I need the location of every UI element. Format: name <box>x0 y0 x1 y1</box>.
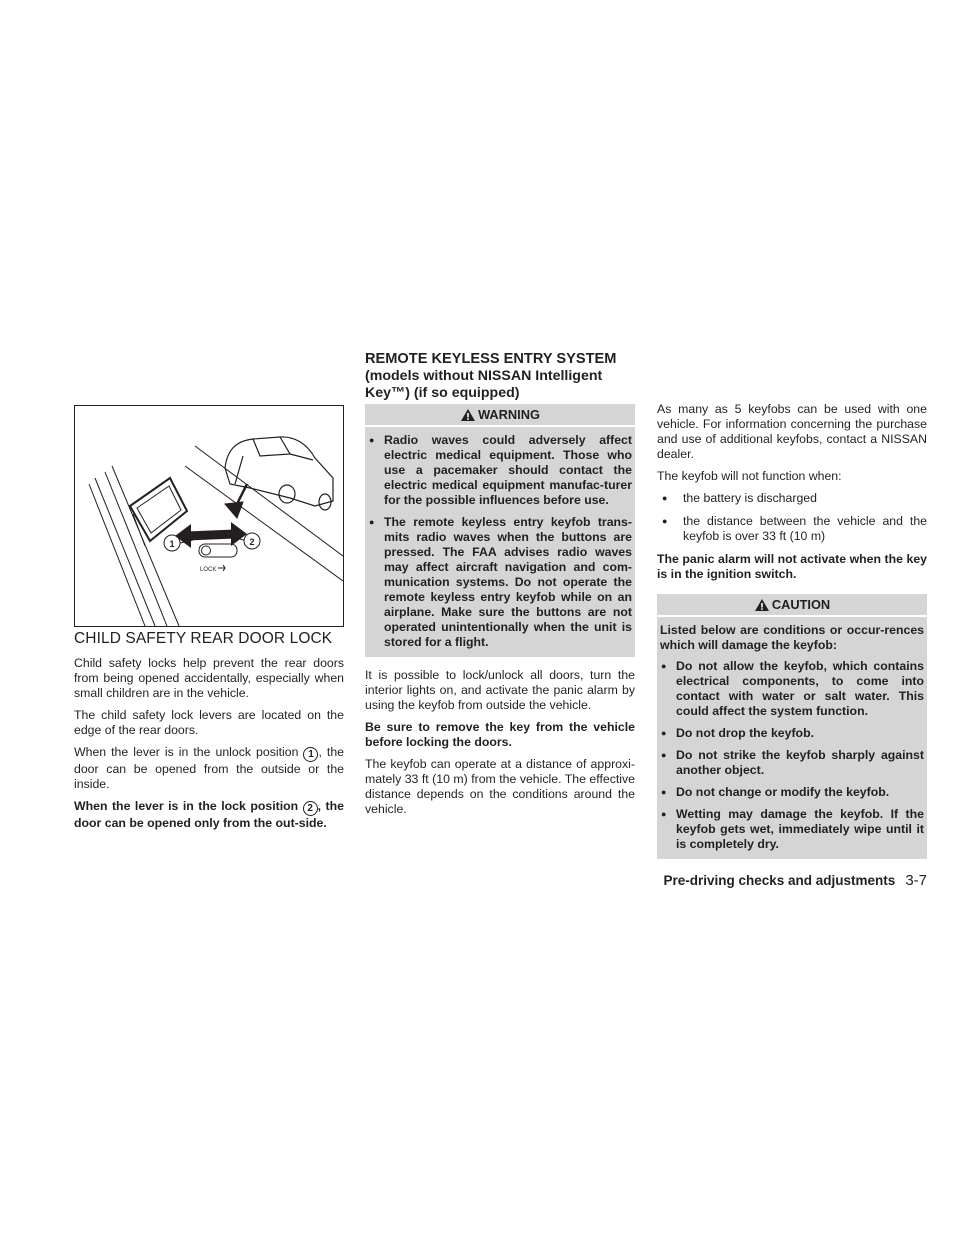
page-number: 3-7 <box>905 872 927 889</box>
footer-section: Pre-driving checks and adjustments <box>663 873 896 888</box>
keyfob-conditions-list <box>657 491 927 544</box>
page-footer <box>560 872 927 889</box>
paragraph: When the lever is in the unlock position 1 , the door can be opened from the outside or the inside. <box>74 745 344 791</box>
callout-2-label: 2 <box>249 537 255 547</box>
column-3 <box>657 402 927 870</box>
column-2 <box>365 404 635 824</box>
list-item: ● Do not drop the keyfob. <box>660 726 924 741</box>
caution-title: CAUTION <box>771 597 831 612</box>
list-item: ● Do not change or modify the keyfob. <box>660 785 924 800</box>
warning-list <box>368 433 632 650</box>
circled-number-1: 1 <box>303 747 318 762</box>
warning-triangle-icon <box>460 408 476 422</box>
list-item: ● Do not strike the keyfob sharply against another object. <box>660 748 924 778</box>
caution-list <box>660 659 924 852</box>
paragraph: The child safety lock levers are located on the edge of the rear doors. <box>74 708 344 737</box>
child-lock-illustration <box>74 405 344 627</box>
paragraph: When the lever is in the lock position 2 , the door can be opened only from the out-side. <box>74 799 344 830</box>
caution-box <box>657 594 927 859</box>
paragraph: It is possible to lock/unlock all doors, turn the interior lights on, and activate the panic alarm by using the keyfob from outside the vehicle. <box>365 668 635 712</box>
circled-number-2: 2 <box>303 801 318 816</box>
warning-title: WARNING <box>478 407 540 422</box>
list-item: ● Wetting may damage the keyfob. If the keyfob gets wet, immediately wipe until it is completely dry. <box>660 807 924 852</box>
warning-box <box>365 404 635 657</box>
paragraph: As many as 5 keyfobs can be used with one vehicle. For information concerning the purchase and use of additional keyfobs, contact a NISSAN dealer. <box>657 402 927 461</box>
list-item: ● Do not allow the keyfob, which contains electrical components, to come into contact with water or salt water. This could affect the system function. <box>660 659 924 719</box>
paragraph: The keyfob can operate at a distance of approxi-mately 33 ft (10 m) from the vehicle. The effective distance depends on the conditions around the vehicle. <box>365 757 635 816</box>
list-item: ● the distance between the vehicle and the keyfob is over 33 ft (10 m) <box>657 514 927 544</box>
warning-triangle-icon <box>754 598 770 612</box>
column-1 <box>74 656 344 838</box>
callout-1-label: 1 <box>169 539 175 549</box>
paragraph: Child safety locks help prevent the rear doors from being opened accidentally, especially when small children are in the vehicle. <box>74 656 344 700</box>
paragraph: The panic alarm will not activate when the key is in the ignition switch. <box>657 552 927 581</box>
paragraph: Be sure to remove the key from the vehicle before locking the doors. <box>365 720 635 749</box>
list-item: ● Radio waves could adversely affect electric medical equipment. Those who use a pacemaker should contact the electric medical equipment manufac-turer for the possible influences before use. <box>368 433 632 508</box>
car-icon <box>225 437 333 510</box>
list-item: ● The remote keyless entry keyfob trans-mits radio waves when the buttons are pressed. The FAA advises radio waves may affect aircraft navigation and com-munication systems. Do not operate the remote keyless entry keyfob while on an airplane. Make sure the buttons are not operated unintentionally when the unit is stored for a flight. <box>368 515 632 650</box>
remote-keyless-title: REMOTE KEYLESS ENTRY SYSTEM (models without NISSAN Intelligent Key™) (if so equipped) <box>365 351 617 401</box>
paragraph: The keyfob will not function when: <box>657 469 842 483</box>
lock-label: LOCK <box>200 567 217 573</box>
caution-lead: Listed below are conditions or occur-rences which will damage the keyfob: <box>660 623 924 652</box>
child-safety-title: CHILD SAFETY REAR DOOR LOCK <box>74 630 333 647</box>
list-item: ● the battery is discharged <box>657 491 927 506</box>
